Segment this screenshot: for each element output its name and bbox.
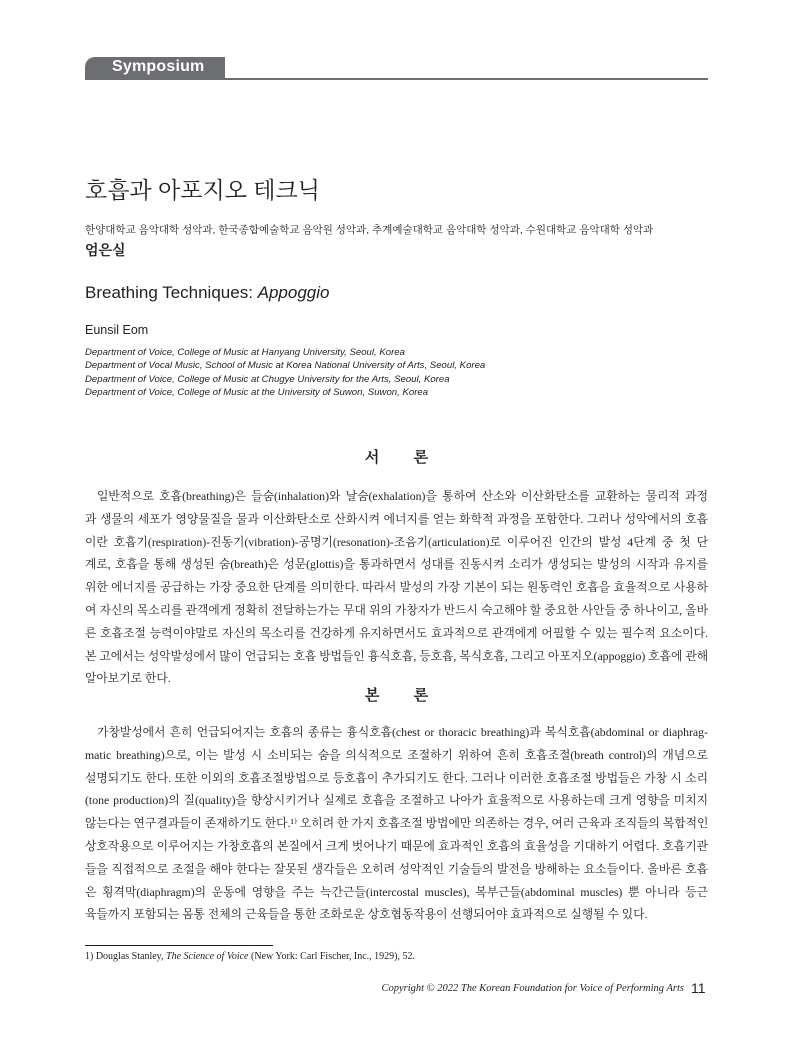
article-title-en-main: Breathing Techniques: xyxy=(85,283,258,302)
paragraph-line: 여 자신의 목소리를 관객에게 정확히 전달하는가는 무대 위의 가창자가 반드시 숙고해야 할 중요한 사안들 중 하나이고, 올바 xyxy=(85,602,708,617)
section-tab-label: Symposium xyxy=(112,58,205,75)
body-paragraph xyxy=(85,721,708,926)
article-title-en xyxy=(85,283,329,303)
paragraph-line: 육들까지 포함되는 몸통 전체의 근육들을 통한 조화로운 상호협동작용이 선행되어야 효과적으로 실행될 수 있다. xyxy=(85,907,648,922)
footnote-book-title: The Science of Voice xyxy=(166,951,249,962)
section-heading-introduction: 서 론 xyxy=(364,449,429,466)
author-name-ko: 엄은실 xyxy=(85,242,126,258)
paragraph-line: 설명되기도 한다. 또한 이외의 호흡조절방법으로 등호흡이 추가되기도 한다. 그러나 이러한 호흡조절 방법들은 가창 시 소리 xyxy=(85,770,708,785)
copyright-notice: Copyright © 2022 The Korean Foundation for Voice of Performing Arts xyxy=(381,983,684,994)
paragraph-line: 이란 호흡기(respiration)-진동기(vibration)-공명기(resonation)-조음기(articulation)로 이루어진 인간의 발성 4단계 중 첫 단 xyxy=(85,534,708,549)
paragraph-line: 과 생물의 세포가 영양물질을 물과 이산화탄소로 산화시켜 에너지를 얻는 화학적 과정을 포함한다. 그러나 성악에서의 호흡 xyxy=(85,511,708,526)
footnote-divider xyxy=(85,945,273,946)
paragraph-line: 은 횡격막(diaphragm)의 운동에 영향을 주는 늑간근들(intercostal muscles), 복부근들(abdominal muscles) 뿐 아니라 등근 xyxy=(85,884,708,899)
paragraph-line: 위한 에너지를 공급하는 가장 중요한 단계를 의미한다. 따라서 발성의 가장 기본이 되는 원동력인 호흡을 효율적으로 사용하 xyxy=(85,580,708,595)
article-title-en-italic: Appoggio xyxy=(257,283,330,302)
section-heading-body: 본 론 xyxy=(364,687,429,704)
paragraph-line: matic breathing)으로, 이는 발성 시 소비되는 숨을 의식적으로 조절하기 위하여 흔히 호흡조절(breath control)의 개념으로 xyxy=(85,747,708,762)
paragraph-line: 알아보기로 한다. xyxy=(85,671,171,686)
footnote xyxy=(85,951,415,962)
affiliation-ko: 한양대학교 음악대학 성악과, 한국종합예술학교 음악원 성악과, 추계예술대학교 음악대학 성악과, 수원대학교 음악대학 성악과 xyxy=(85,224,654,236)
article-title-ko: 호흡과 아포지오 테크닉 xyxy=(85,177,320,203)
paragraph-line: 않는다는 연구결과들이 존재하기도 한다.¹⁾ 오히려 한 가지 호흡조절 방법에만 의존하는 경우, 여러 근육과 조직들의 복합적인 xyxy=(85,816,709,831)
header-rule xyxy=(85,78,708,80)
paragraph-line: (tone production)의 질(quality)을 향상시키거나 실제로 호흡을 조절하고 나아가 효율적으로 사용하는데 크게 영향을 미치지 xyxy=(85,793,708,808)
footnote-prefix: 1) Douglas Stanley, xyxy=(85,951,167,962)
author-name-en: Eunsil Eom xyxy=(85,323,149,337)
paragraph-line: 본 고에서는 성악발성에서 많이 언급되는 호흡 방법들인 흉식호흡, 등호흡, 복식호흡, 그리고 아포지오(appoggio) 호흡에 관해 xyxy=(85,648,709,663)
footnote-suffix: (New York: Carl Fischer, Inc., 1929), 52. xyxy=(248,951,416,962)
affiliation-en-line: Department of Voice, College of Music at Hanyang University, Seoul, Korea xyxy=(85,347,405,358)
introduction-paragraph xyxy=(85,485,708,690)
paragraph-line: 계로, 호흡을 통해 생성된 숨(breath)은 성문(glottis)을 통과하면서 성대를 진동시켜 소리가 생성되는 발성의 시작과 유지를 xyxy=(85,557,708,572)
affiliation-en-line: Department of Voice, College of Music at Chugye University for the Arts, Seoul, Korea xyxy=(85,373,450,385)
affiliation-en-line: Department of Vocal Music, School of Music at Korea National University of Arts, Seoul, Korea xyxy=(85,360,486,372)
section-tab xyxy=(85,57,225,79)
paragraph-line: 른 호흡조절 능력이야말로 자신의 목소리를 건강하게 유지하면서도 효과적으로 관객에게 어필할 수 있는 필수적 요소이다. xyxy=(85,625,708,640)
paragraph-line: 들을 직접적으로 조절을 해야 한다는 잘못된 생각들은 오히려 성악적인 기술들의 발전을 방해하는 요소들이다. 올바른 호흡 xyxy=(85,861,708,876)
page-number: 11 xyxy=(691,980,706,996)
section-header xyxy=(85,57,708,79)
paragraph-line: 상호작용으로 이루어지는 가창호흡의 본질에서 크게 벗어나기 때문에 효과적인 호흡의 효율성을 기대하기 어렵다. 호흡기관 xyxy=(85,838,708,853)
affiliation-en-line: Department of Voice, College of Music at the University of Suwon, Suwon, Korea xyxy=(85,387,429,399)
paragraph-line: 일반적으로 호흡(breathing)은 들숨(inhalation)와 날숨(exhalation)을 통하여 산소와 이산화탄소를 교환하는 물리적 과정 xyxy=(97,489,708,503)
affiliations-en xyxy=(85,346,485,400)
paragraph-line: 가창발성에서 흔히 언급되어지는 호흡의 종류는 흉식호흡(chest or thoracic breathing)과 복식호흡(abdominal or diaphrag- xyxy=(97,725,708,739)
